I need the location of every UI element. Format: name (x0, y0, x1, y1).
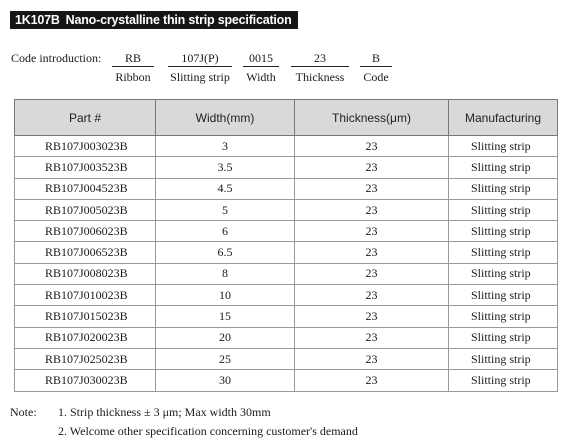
table-row (15, 348, 558, 369)
code-segment-name: Code (363, 70, 389, 84)
code-segment-underline (112, 66, 154, 67)
width-cell: 3.5 (156, 157, 295, 178)
notes-label: Note: (10, 405, 37, 419)
width-cell: 20 (156, 327, 295, 348)
code-segment-name: Width (246, 70, 276, 84)
manufacturing-cell: Slitting strip (449, 221, 558, 242)
code-segment-value: 23 (314, 51, 326, 65)
table-row (15, 263, 558, 284)
table-header-row (15, 100, 558, 136)
part-number-cell: RB107J020023B (15, 327, 156, 348)
width-cell: 25 (156, 348, 295, 369)
manufacturing-cell: Slitting strip (449, 157, 558, 178)
width-cell: 4.5 (156, 178, 295, 199)
part-number-cell: RB107J030023B (15, 370, 156, 391)
manufacturing-cell: Slitting strip (449, 285, 558, 306)
width-cell: 5 (156, 199, 295, 220)
table-row (15, 285, 558, 306)
part-number-cell: RB107J004523B (15, 178, 156, 199)
manufacturing-cell: Slitting strip (449, 178, 558, 199)
width-cell: 10 (156, 285, 295, 306)
note-text: 2. Welcome other specification concerning customer's demand (58, 424, 358, 438)
manufacturing-cell: Slitting strip (449, 199, 558, 220)
code-segment-value: RB (124, 51, 141, 65)
code-segment-underline (360, 66, 392, 67)
code-segment-underline (168, 66, 232, 67)
width-cell: 15 (156, 306, 295, 327)
column-header-thickness: Thickness(μm) (295, 100, 449, 136)
code-intro-label: Code introduction: (11, 51, 102, 65)
thickness-cell: 23 (295, 136, 449, 157)
code-segment-underline (243, 66, 279, 67)
code-segment-name: Thickness (295, 70, 345, 84)
thickness-cell: 23 (295, 242, 449, 263)
thickness-cell: 23 (295, 157, 449, 178)
manufacturing-cell: Slitting strip (449, 242, 558, 263)
product-code: 1K107B (15, 13, 60, 27)
thickness-cell: 23 (295, 348, 449, 369)
note-item (10, 422, 358, 441)
table-row (15, 136, 558, 157)
width-cell: 30 (156, 370, 295, 391)
part-number-cell: RB107J003523B (15, 157, 156, 178)
code-segment-code (360, 51, 392, 84)
table-row (15, 306, 558, 327)
title-text: Nano-crystalline thin strip specification (65, 13, 292, 27)
code-segment-name: Slitting strip (170, 70, 230, 84)
width-cell: 8 (156, 263, 295, 284)
manufacturing-cell: Slitting strip (449, 306, 558, 327)
thickness-cell: 23 (295, 263, 449, 284)
column-header-width: Width(mm) (156, 100, 295, 136)
table-row (15, 178, 558, 199)
code-segment-underline (291, 66, 349, 67)
thickness-cell: 23 (295, 306, 449, 327)
manufacturing-cell: Slitting strip (449, 370, 558, 391)
table-row (15, 242, 558, 263)
code-segment-name: Ribbon (115, 70, 151, 84)
code-segment-value: B (371, 51, 380, 65)
column-header-part: Part # (15, 100, 156, 136)
part-number-cell: RB107J025023B (15, 348, 156, 369)
thickness-cell: 23 (295, 199, 449, 220)
part-number-cell: RB107J015023B (15, 306, 156, 327)
table-row (15, 221, 558, 242)
thickness-cell: 23 (295, 178, 449, 199)
notes-section (10, 403, 358, 441)
code-segment-value: 107J(P) (181, 51, 219, 65)
manufacturing-cell: Slitting strip (449, 263, 558, 284)
column-header-manufacturing: Manufacturing (449, 100, 558, 136)
width-cell: 6 (156, 221, 295, 242)
code-segment-ribbon (112, 51, 154, 84)
part-number-cell: RB107J005023B (15, 199, 156, 220)
manufacturing-cell: Slitting strip (449, 136, 558, 157)
width-cell: 3 (156, 136, 295, 157)
thickness-cell: 23 (295, 327, 449, 348)
table-row (15, 199, 558, 220)
note-item (10, 403, 358, 422)
table-body (15, 136, 558, 392)
code-segment-slitting-strip (168, 51, 232, 84)
code-segment-width (243, 51, 279, 84)
part-number-cell: RB107J006023B (15, 221, 156, 242)
code-segment-value: 0015 (249, 51, 273, 65)
part-number-cell: RB107J003023B (15, 136, 156, 157)
width-cell: 6.5 (156, 242, 295, 263)
part-number-cell: RB107J006523B (15, 242, 156, 263)
thickness-cell: 23 (295, 370, 449, 391)
code-segment-thickness (291, 51, 349, 84)
manufacturing-cell: Slitting strip (449, 348, 558, 369)
part-number-cell: RB107J010023B (15, 285, 156, 306)
thickness-cell: 23 (295, 221, 449, 242)
specification-table (14, 99, 558, 392)
code-introduction (0, 0, 569, 90)
table-row (15, 370, 558, 391)
table-row (15, 157, 558, 178)
note-text: 1. Strip thickness ± 3 μm; Max width 30mm (58, 405, 271, 419)
manufacturing-cell: Slitting strip (449, 327, 558, 348)
thickness-cell: 23 (295, 285, 449, 306)
part-number-cell: RB107J008023B (15, 263, 156, 284)
table-row (15, 327, 558, 348)
